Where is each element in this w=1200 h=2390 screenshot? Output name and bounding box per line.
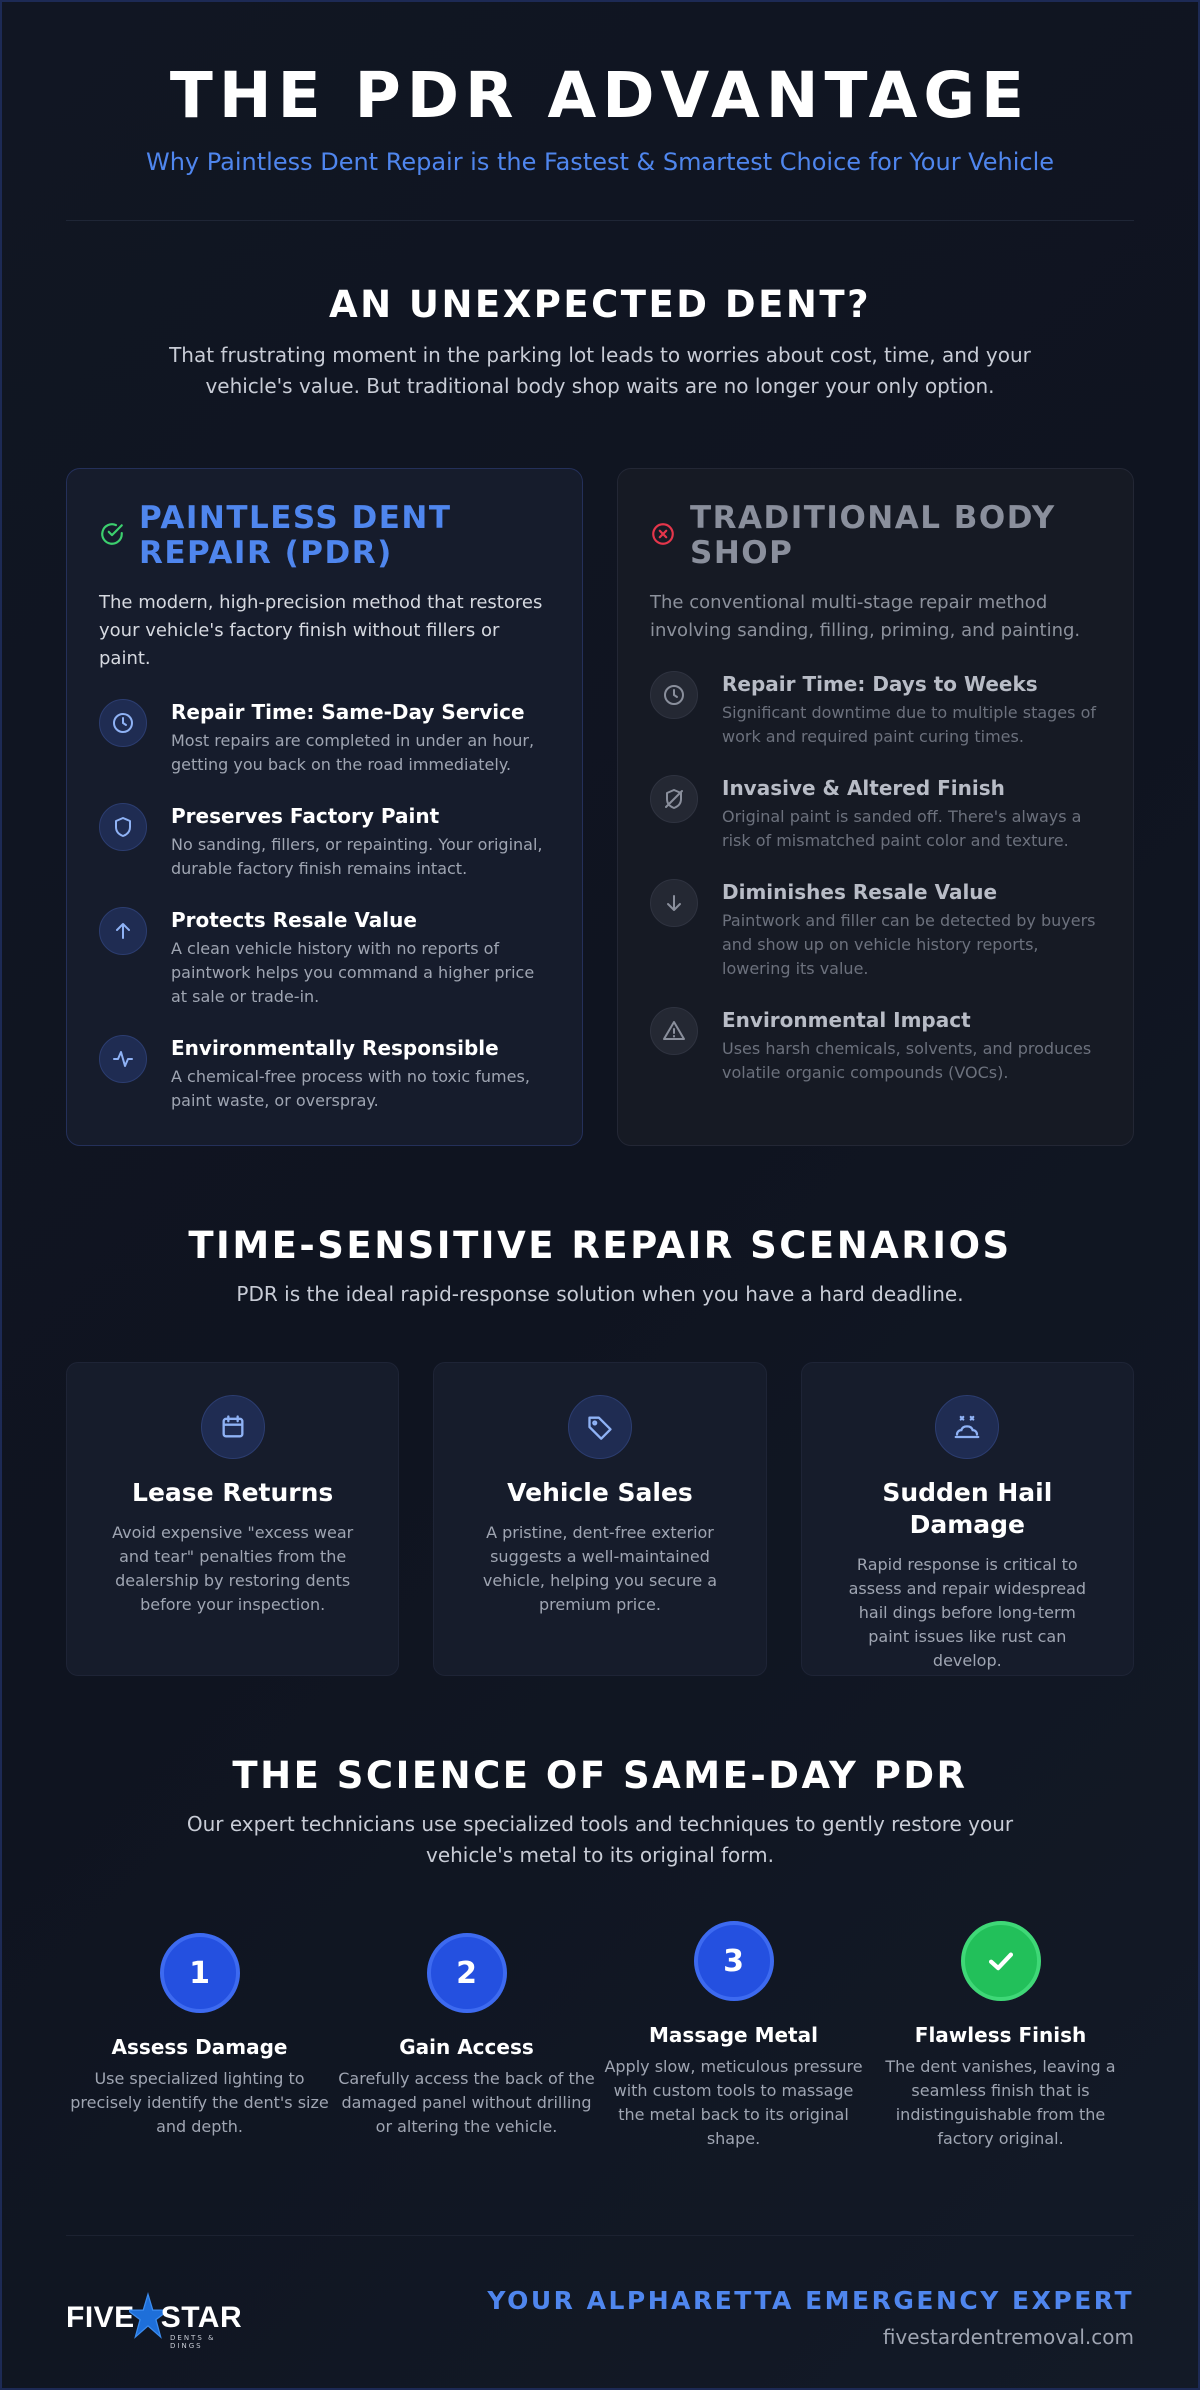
pdr-title: PAINTLESS DENT REPAIR (PDR) (139, 500, 452, 571)
scenario-title: Vehicle Sales (507, 1478, 693, 1507)
shield-icon (99, 803, 147, 851)
feature-title: Repair Time: Same-Day Service (171, 700, 525, 724)
step-desc: The dent vanishes, leaving a seamless finish that is indistinguishable from the factory original. (885, 2057, 1116, 2148)
pdr-feature (99, 1035, 550, 1113)
brand-logo (66, 2292, 243, 2350)
footer-tagline: YOUR ALPHARETTA EMERGENCY EXPERT (487, 2286, 1134, 2315)
traditional-column (617, 468, 1134, 1146)
scenario-desc: A pristine, dent-free exterior suggests a well-maintained vehicle, helping you secure a premium price. (482, 1523, 718, 1614)
feature-title: Repair Time: Days to Weeks (722, 672, 1038, 696)
feature-desc: No sanding, fillers, or repainting. Your original, durable factory finish remains intact. (171, 835, 543, 878)
calendar-icon (201, 1395, 265, 1459)
process-step (600, 1921, 867, 2151)
step-title: Flawless Finish (914, 2023, 1087, 2047)
divider (66, 220, 1134, 221)
feature-desc: Uses harsh chemicals, solvents, and produces volatile organic compounds (VOCs). (722, 1039, 1092, 1082)
scenarios-title: TIME-SENSITIVE REPAIR SCENARIOS (188, 1224, 1012, 1267)
pdr-feature (99, 907, 550, 1009)
shield-off-icon (650, 775, 698, 823)
clock-icon (99, 699, 147, 747)
x-circle-icon (650, 521, 676, 547)
scenarios-text: PDR is the ideal rapid-response solution when you have a hard deadline. (236, 1282, 964, 1306)
clock-icon (650, 671, 698, 719)
pdr-feature (99, 699, 550, 777)
feature-title: Diminishes Resale Value (722, 880, 998, 904)
science-text: Our expert technicians use specialized tools and techniques to gently restore your vehicle's metal to its original form. (186, 1812, 1014, 1867)
intro-title: AN UNEXPECTED DENT? (328, 283, 872, 326)
website-link[interactable]: fivestardentremoval.com (882, 2325, 1134, 2349)
science-title: THE SCIENCE OF SAME-DAY PDR (232, 1754, 968, 1797)
traditional-heading (650, 501, 1101, 571)
pdr-column (66, 468, 583, 1146)
comparison (66, 468, 1134, 1146)
step-title: Assess Damage (111, 2035, 288, 2059)
logo-word-right: STAR (160, 2300, 243, 2334)
pdr-intro: The modern, high-precision method that restores your vehicle's factory finish without fillers or paint. (99, 592, 543, 669)
feature-desc: A clean vehicle history with no reports of paintwork helps you command a higher price at sale or trade-in. (171, 939, 535, 1006)
hero (66, 0, 1134, 176)
logo-subtitle: DENTS & DINGS (170, 2333, 216, 2350)
scenario-desc: Rapid response is critical to assess and repair widespread hail dings before long-term paint issues like rust can develop. (848, 1555, 1087, 1670)
step-number: 1 (160, 1933, 240, 2013)
feature-title: Invasive & Altered Finish (722, 776, 1005, 800)
scenario-card (66, 1362, 399, 1676)
feature-desc: Most repairs are completed in under an hour, getting you back on the road immediately. (171, 731, 535, 774)
scenario-card (433, 1362, 766, 1676)
step-number: 2 (427, 1933, 507, 2013)
process-step (333, 1933, 600, 2151)
traditional-feature (650, 879, 1101, 981)
scenario-title: Lease Returns (132, 1478, 334, 1507)
science-section (66, 1754, 1134, 2151)
step-desc: Use specialized lighting to precisely identify the dent's size and depth. (70, 2069, 329, 2136)
feature-desc: A chemical-free process with no toxic fumes, paint waste, or overspray. (171, 1067, 530, 1110)
scenarios-section (66, 1224, 1134, 1676)
warning-icon (650, 1007, 698, 1055)
activity-icon (99, 1035, 147, 1083)
arrow-down-icon (650, 879, 698, 927)
footer (66, 2236, 1134, 2349)
arrow-up-icon (99, 907, 147, 955)
process-steps (66, 1921, 1134, 2151)
process-step (66, 1933, 333, 2151)
scenario-desc: Avoid expensive "excess wear and tear" penalties from the dealership by restoring dents before your inspection. (112, 1523, 354, 1614)
pdr-heading (99, 501, 550, 571)
step-title: Gain Access (399, 2035, 534, 2059)
traditional-feature (650, 671, 1101, 749)
feature-desc: Original paint is sanded off. There's always a risk of mismatched paint color and texture. (722, 807, 1082, 850)
hail-cloud-icon (935, 1395, 999, 1459)
scenario-title: Sudden Hail Damage (882, 1478, 1053, 1539)
step-number: 3 (694, 1921, 774, 2001)
footer-cta (487, 2286, 1134, 2349)
step-desc: Apply slow, meticulous pressure with custom tools to massage the metal back to its original shape. (604, 2057, 863, 2148)
step-title: Massage Metal (649, 2023, 818, 2047)
feature-title: Environmental Impact (722, 1008, 971, 1032)
check-circle-icon (99, 521, 125, 547)
intro-text: That frustrating moment in the parking lot leads to worries about cost, time, and your vehicle's value. But traditional body shop waits are no longer your only option. (169, 343, 1031, 398)
page-subtitle: Why Paintless Dent Repair is the Fastest & Smartest Choice for Your Vehicle (145, 148, 1055, 176)
feature-title: Protects Resale Value (171, 908, 417, 932)
feature-desc: Significant downtime due to multiple stages of work and required paint curing times. (722, 703, 1096, 746)
intro-section (66, 283, 1134, 1146)
traditional-title: TRADITIONAL BODY SHOP (690, 500, 1056, 571)
logo-word-left: FIVE (66, 2300, 135, 2334)
pdr-feature (99, 803, 550, 881)
step-desc: Carefully access the back of the damaged panel without drilling or altering the vehicle. (338, 2069, 595, 2136)
feature-desc: Paintwork and filler can be detected by buyers and show up on vehicle history reports, lowering its value. (722, 911, 1096, 978)
tag-icon (568, 1395, 632, 1459)
feature-title: Environmentally Responsible (171, 1036, 499, 1060)
checkmark-icon (961, 1921, 1041, 2001)
traditional-feature (650, 775, 1101, 853)
process-step (867, 1921, 1134, 2151)
traditional-feature (650, 1007, 1101, 1085)
traditional-intro: The conventional multi-stage repair method involving sanding, filling, priming, and painting. (650, 592, 1081, 641)
page-title: THE PDR ADVANTAGE (169, 59, 1031, 132)
scenario-card (801, 1362, 1134, 1676)
feature-title: Preserves Factory Paint (171, 804, 440, 828)
scenario-cards (66, 1362, 1134, 1676)
